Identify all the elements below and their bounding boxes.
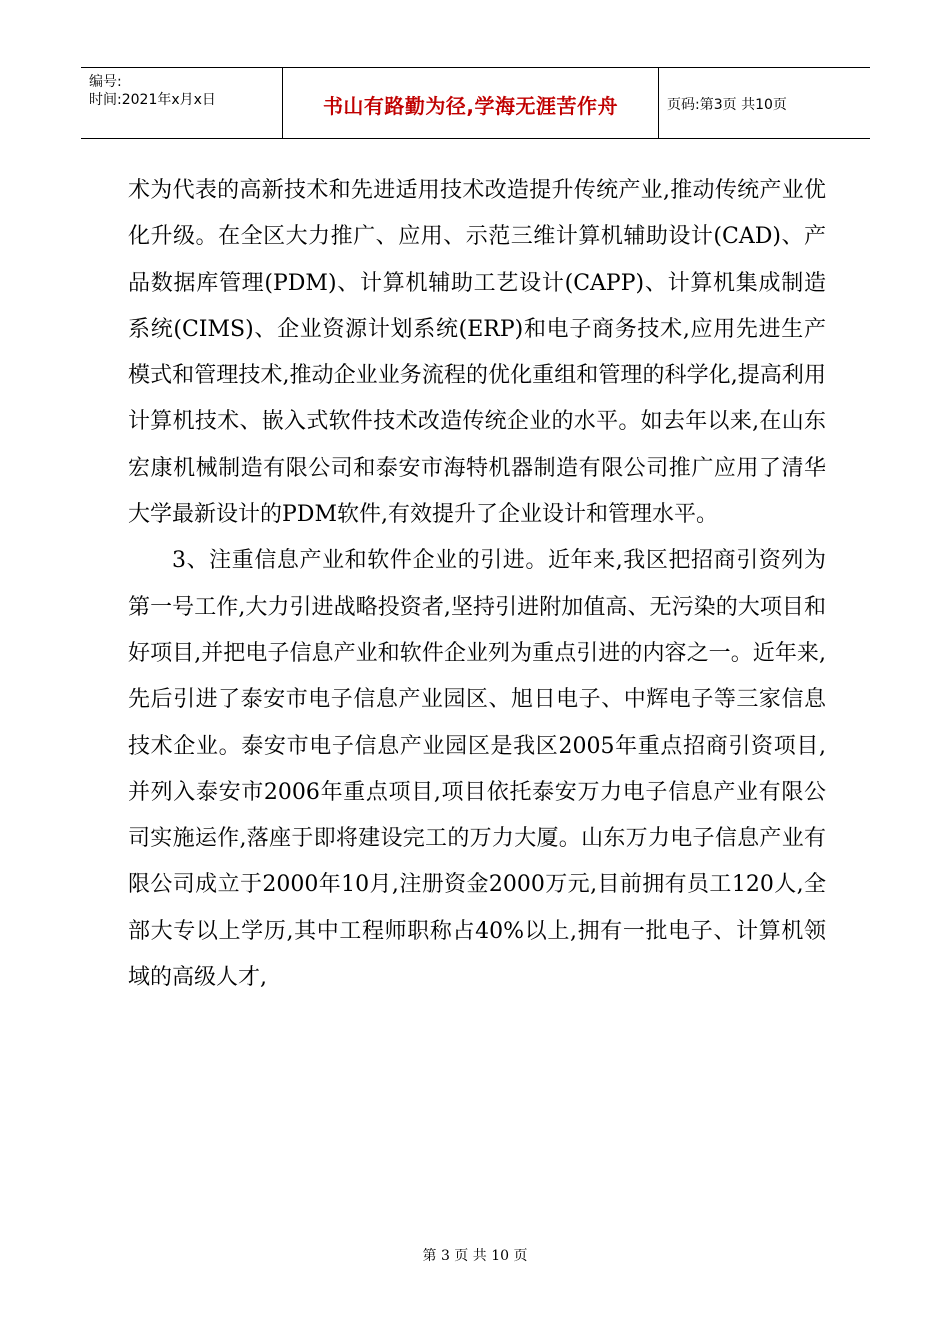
body-paragraph-1: 术为代表的高新技术和先进适用技术改造提升传统产业,推动传统产业优化升级。在全区大力推广、应用、示范三维计算机辅助设计(CAD)、产品数据库管理(PDM)、计算机辅助工艺设计(CAPP)、计算机集成制造系统(CIMS)、企业资源计划系统(ERP)和电子商务技术,应用先进生产模式和管理技术,推动企业业务流程的优化重组和管理的科学化,提高利用计算机技术、嵌入式软件技术改造传统企业的水平。如去年以来,在山东宏康机械制造有限公司和泰安市海特机器制造有限公司推广应用了清华大学最新设计的PDM软件,有效提升了企业设计和管理水平。 <box>128 178 826 528</box>
header-meta-cell <box>81 68 283 138</box>
page-header <box>81 67 870 139</box>
header-page-info: 页码:第3页 共10页 <box>667 97 787 113</box>
header-motto: 书山有路勤为径,学海无涯苦作舟 <box>322 94 619 118</box>
document-time-label: 时间:2021年x月x日 <box>89 92 216 108</box>
document-body <box>128 168 826 1001</box>
header-motto-cell <box>283 68 659 138</box>
body-paragraph-2: 3、注重信息产业和软件企业的引进。近年来,我区把招商引资列为第一号工作,大力引进战略投资者,坚持引进附加值高、无污染的大项目和好项目,并把电子信息产业和软件企业列为重点引进的内容之一。近年来,先后引进了泰安市电子信息产业园区、旭日电子、中辉电子等三家信息技术企业。泰安市电子信息产业园区是我区2005年重点招商引资项目,并列入泰安市2006年重点项目,项目依托泰安万力电子信息产业有限公司实施运作,落座于即将建设完工的万力大厦。山东万力电子信息产业有限公司成立于2000年10月,注册资金2000万元,目前拥有员工120人,全部大专以上学历,其中工程师职称占40%以上,拥有一批电子、计算机领域的高级人才, <box>128 548 826 991</box>
header-page-cell <box>659 68 870 138</box>
page-footer: 第 3 页 共 10 页 <box>422 1248 528 1264</box>
document-number-label: 编号: <box>89 74 122 90</box>
